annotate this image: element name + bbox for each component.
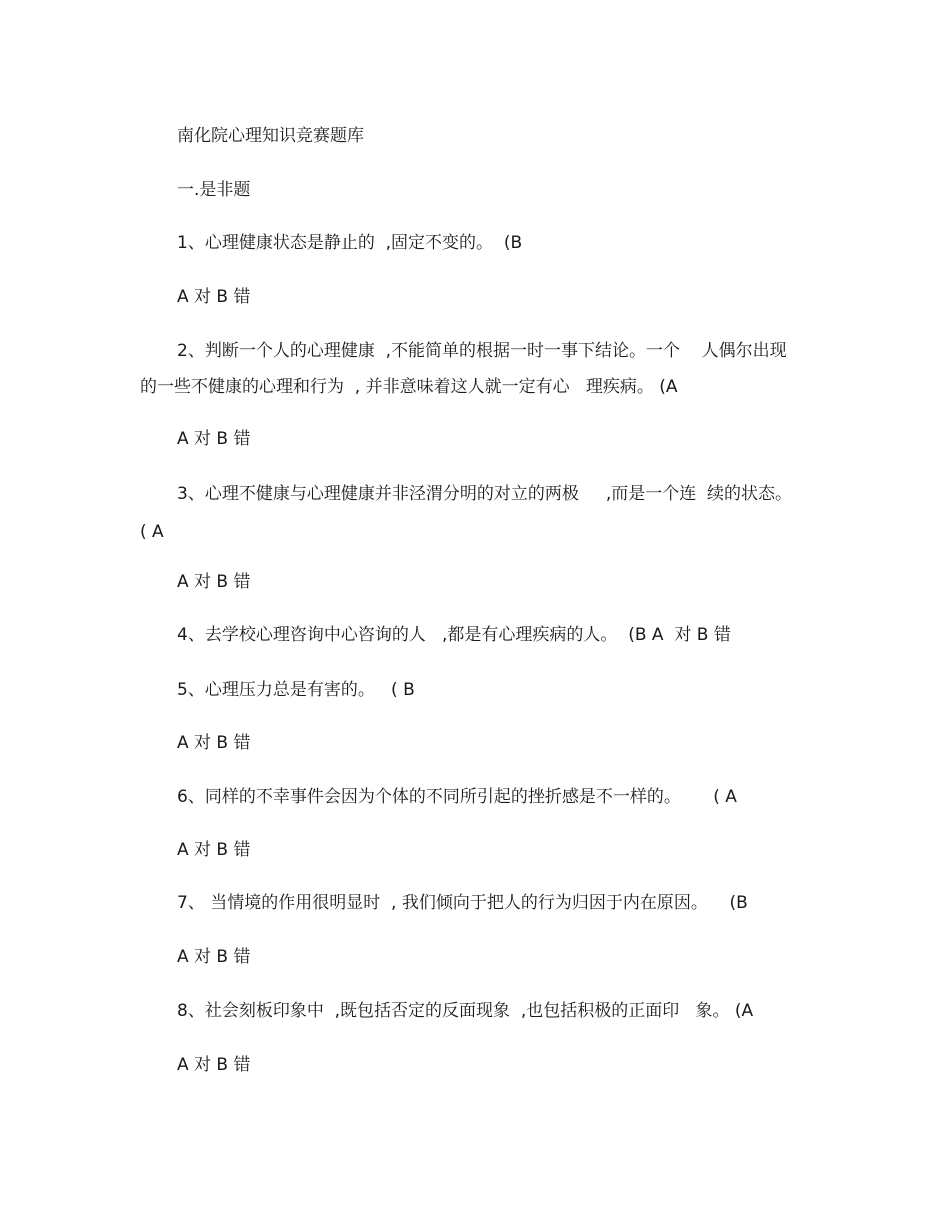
answer-options: A 对 B 错 — [177, 840, 251, 860]
question-2-line-1: 2、判断一个人的心理健康 ,不能简单的根据一时一事下结论。一个 人偶尔出现 — [177, 341, 787, 361]
question-6: 6、同样的不幸事件会因为个体的不同所引起的挫折感是不一样的。 ( A — [177, 787, 737, 807]
question-4: 4、去学校心理咨询中心咨询的人 ,都是有心理疾病的人。 (B A 对 B 错 — [177, 625, 731, 645]
question-7: 7、 当情境的作用很明显时 , 我们倾向于把人的行为归因于内在原因。 (B — [177, 893, 748, 913]
question-1: 1、心理健康状态是静止的 ,固定不变的。 (B — [177, 233, 523, 253]
question-8: 8、社会刻板印象中 ,既包括否定的反面现象 ,也包括积极的正面印 象。 (A — [177, 1001, 754, 1021]
answer-options: A 对 B 错 — [177, 947, 251, 967]
question-2-line-2: 的一些不健康的心理和行为 , 并非意味着这人就一定有心 理疾病。 (A — [140, 377, 678, 397]
question-3-line-1: 3、心理不健康与心理健康并非泾渭分明的对立的两极 ,而是一个连 续的状态。 — [177, 484, 793, 504]
answer-options: A 对 B 错 — [177, 733, 251, 753]
answer-options: A 对 B 错 — [177, 287, 251, 307]
answer-options: A 对 B 错 — [177, 1055, 251, 1075]
answer-options: A 对 B 错 — [177, 429, 251, 449]
answer-options: A 对 B 错 — [177, 572, 251, 592]
document-title: 南化院心理知识竞赛题库 — [177, 126, 364, 146]
question-3-line-2: ( A — [140, 522, 164, 542]
section-heading: 一.是非题 — [177, 180, 251, 200]
question-5: 5、心理压力总是有害的。 ( B — [177, 680, 415, 700]
